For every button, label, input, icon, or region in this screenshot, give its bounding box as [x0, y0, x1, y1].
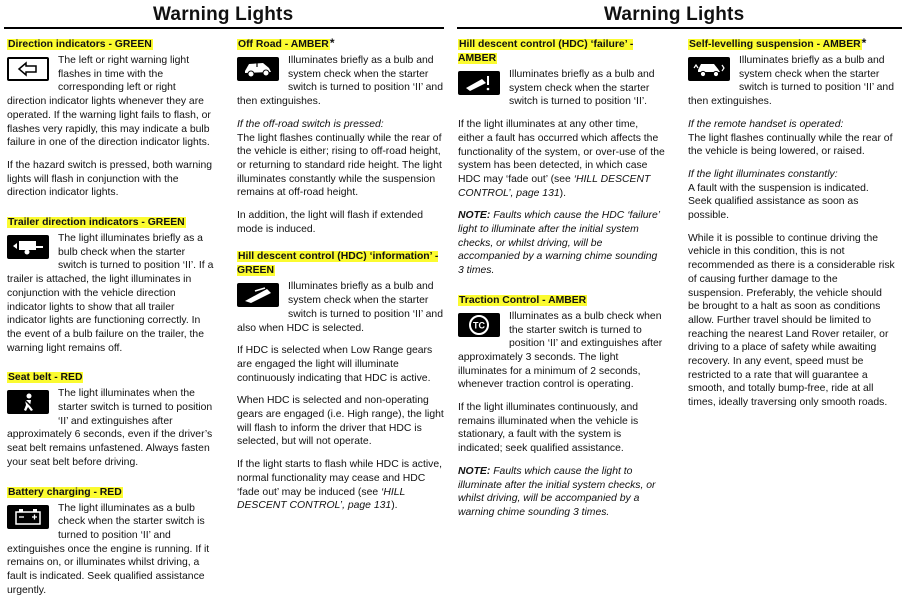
- self-levelling-text: Illuminates briefly as a bulb and system check when the starter switch is turned to position ‘II’ and then extinguishes.: [688, 55, 894, 108]
- self-levelling-star: *: [861, 36, 867, 50]
- direction-indicators-heading: Direction indicators - GREEN: [8, 39, 152, 50]
- self-levelling-text3: A fault with the suspension is indicated. Seek qualified assistance as soon as possible.: [688, 182, 869, 222]
- traction-control-note: [458, 465, 665, 520]
- column-2: [237, 38, 444, 522]
- self-levelling-text4: While it is possible to continue driving the vehicle in this condition, this is not recommended as there is a considerable risk of causing further damage to the suspension. Preferably, the vehicle should be brought to a halt as soon as conditions allow. Further travel should be limited to reaching the nearest Land Rover retailer, or driving to a place of safety while awaiting recovery. In any event, speed must be restricted to a rate that will guarantee a smooth, and totally bump-free, ride at all times, ideally traversing only smooth roads.: [688, 232, 895, 409]
- traction-note-label: NOTE:: [458, 465, 491, 477]
- illuminates-constantly-italic: If the light illuminates constantly:: [688, 168, 838, 180]
- hdc-failure-text: Illuminates briefly as a bulb and system check when the starter switch is turned to position ‘II’.: [509, 69, 655, 108]
- seatbelt-icon: [7, 390, 49, 414]
- trailer-indicators-text: The light illuminates briefly as a bulb check when the starter switch is turned to position ‘II’. If a trailer is attached, the light illuminates in conjunction with the vehicle direction indicator lights to show that all trailer indicator lights are functioning correctly. In the event of a bulb failure on the trailer, the warning light remains off.: [7, 233, 214, 354]
- off-road-star: *: [329, 36, 335, 50]
- left-page-title: Warning Lights: [153, 4, 294, 25]
- hdc-info-text: Illuminates briefly as a bulb and system check when the starter switch is turned to position ‘II’ and also when HDC is selected.: [237, 281, 443, 334]
- hdc-information-heading: Hill descent control (HDC) ‘information’ - GREEN: [237, 251, 439, 277]
- hdc-failure-text2-a: If the light illuminates at any other time, either a fault has occurred which affects the functionality of the system, or over-use of the system has been detected, in which case HDC may ‘fade out’ (see: [458, 119, 665, 185]
- hdc-failure-icon: [458, 71, 500, 95]
- off-road-extended-text: In addition, the light will flash if extended mode is induced.: [237, 210, 423, 235]
- hdc-failure-reference: ‘HILL DESCENT CONTROL’, page 131: [458, 173, 651, 199]
- direction-arrow-icon: [7, 57, 49, 81]
- hdc-info-text4-c: ).: [391, 500, 398, 512]
- hdc-failure-note-text: Faults which cause the HDC ‘failure’ light to illuminate after the initial system checks, or whilst driving, will be accompanied by a warning chime sounding 3 times.: [458, 210, 660, 277]
- hdc-failure-text2-c: ).: [559, 187, 567, 199]
- hdc-failure-text2: [458, 118, 665, 200]
- hazard-text: If the hazard switch is pressed, both warning lights will flash in conjunction with the direction indicator lights.: [7, 159, 213, 199]
- left-title-rule: [4, 27, 444, 29]
- column-1: [7, 38, 215, 607]
- right-page-title: Warning Lights: [604, 4, 745, 25]
- seat-belt-text: The light illuminates when the starter switch is turned to position ‘II’ and extinguishes after approximately 6 seconds, even if the driver’s seat belt remains unfastened. Always fasten your seat belt before driving.: [7, 388, 213, 468]
- hdc-info-text3: When HDC is selected and non-operating gears are engaged (i.e. High range), the light will flash to inform the driver that HDC is selected, but will not operate.: [237, 395, 444, 448]
- self-levelling-text2: The light flashes continually while the rear of the vehicle is being lowered, or raised.: [688, 132, 893, 158]
- battery-icon: [7, 505, 49, 529]
- battery-charging-heading: Battery charging - RED: [8, 486, 122, 498]
- column-3: [458, 38, 665, 529]
- hdc-failure-heading: Hill descent control (HDC) ‘failure’ - AMBER: [458, 39, 634, 64]
- right-title-rule: [457, 27, 902, 29]
- self-levelling-heading: Self-levelling suspension - AMBER: [689, 39, 861, 50]
- hdc-failure-note: [458, 209, 665, 278]
- off-road-switch-italic: If the off-road switch is pressed:: [237, 118, 384, 130]
- off-road-flash-text: The light flashes continually while the rear of the vehicle is either; rising to off-road height, or returning to standard ride height. The light illuminates constantly while the suspension remains at off-road height.: [237, 132, 442, 199]
- battery-charging-text: The light illuminates as a bulb check when the starter switch is turned to position ‘II’ and extinguishes once the engine is running. If it remains on, or illuminates whilst driving, a fault is indicated. Seek qualified assistance urgently.: [7, 502, 210, 596]
- off-road-heading: Off Road - AMBER: [238, 39, 329, 50]
- trailer-indicators-heading: Trailer direction indicators - GREEN: [8, 217, 185, 229]
- seat-belt-heading: Seat belt - RED: [8, 372, 83, 384]
- hdc-info-text4: [237, 458, 444, 513]
- trailer-icon: [7, 235, 49, 259]
- direction-indicators-text: The left or right warning light flashes in time with the corresponding left or right direction indicator lights whenever they are operated. If the warning light fails to flash, or flashes very rapidly, this may indicate a bulb failure in one of the direction indicator lights.: [7, 55, 211, 149]
- hdc-info-icon: [237, 283, 279, 307]
- traction-control-icon: [458, 313, 500, 337]
- hdc-info-reference: ‘HILL DESCENT CONTROL’, page 131: [237, 486, 406, 512]
- off-road-text: Illuminates briefly as a bulb and system check when the starter switch is turned to position ‘II’ and then extinguishes.: [237, 55, 443, 108]
- traction-control-text: Illuminates as a bulb check when the starter switch is turned to position ‘II’ and extinguishes after approximately 3 seconds. The light illuminates for a minimum of 2 seconds, whenever traction control is operating.: [458, 310, 663, 391]
- svg-text:TC: TC: [473, 320, 485, 331]
- column-4: [688, 38, 895, 419]
- suspension-icon: [688, 57, 730, 81]
- traction-control-heading: Traction Control - AMBER: [459, 294, 587, 306]
- hdc-info-text4-a: If the light starts to flash while HDC is active, normal functionality may cease and HDC ‘fade out’ may be induced (see: [237, 459, 443, 498]
- hdc-info-text2: If HDC is selected when Low Range gears are engaged the light will illuminate continuously indicating that HDC is active.: [237, 345, 433, 384]
- offroad-vehicle-icon: [237, 57, 279, 81]
- traction-note-text: Faults which cause the light to illuminate after the initial system checks, or whilst driving, will be accompanied by a warning chime sounding 3 times.: [458, 465, 656, 518]
- hdc-failure-note-label: NOTE:: [458, 210, 491, 222]
- traction-control-text2: If the light illuminates continuously, and remains illuminated when the vehicle is stationary, a fault with the system is indicated; seek qualified assistance.: [458, 402, 639, 455]
- remote-handset-italic: If the remote handset is operated:: [688, 118, 844, 130]
